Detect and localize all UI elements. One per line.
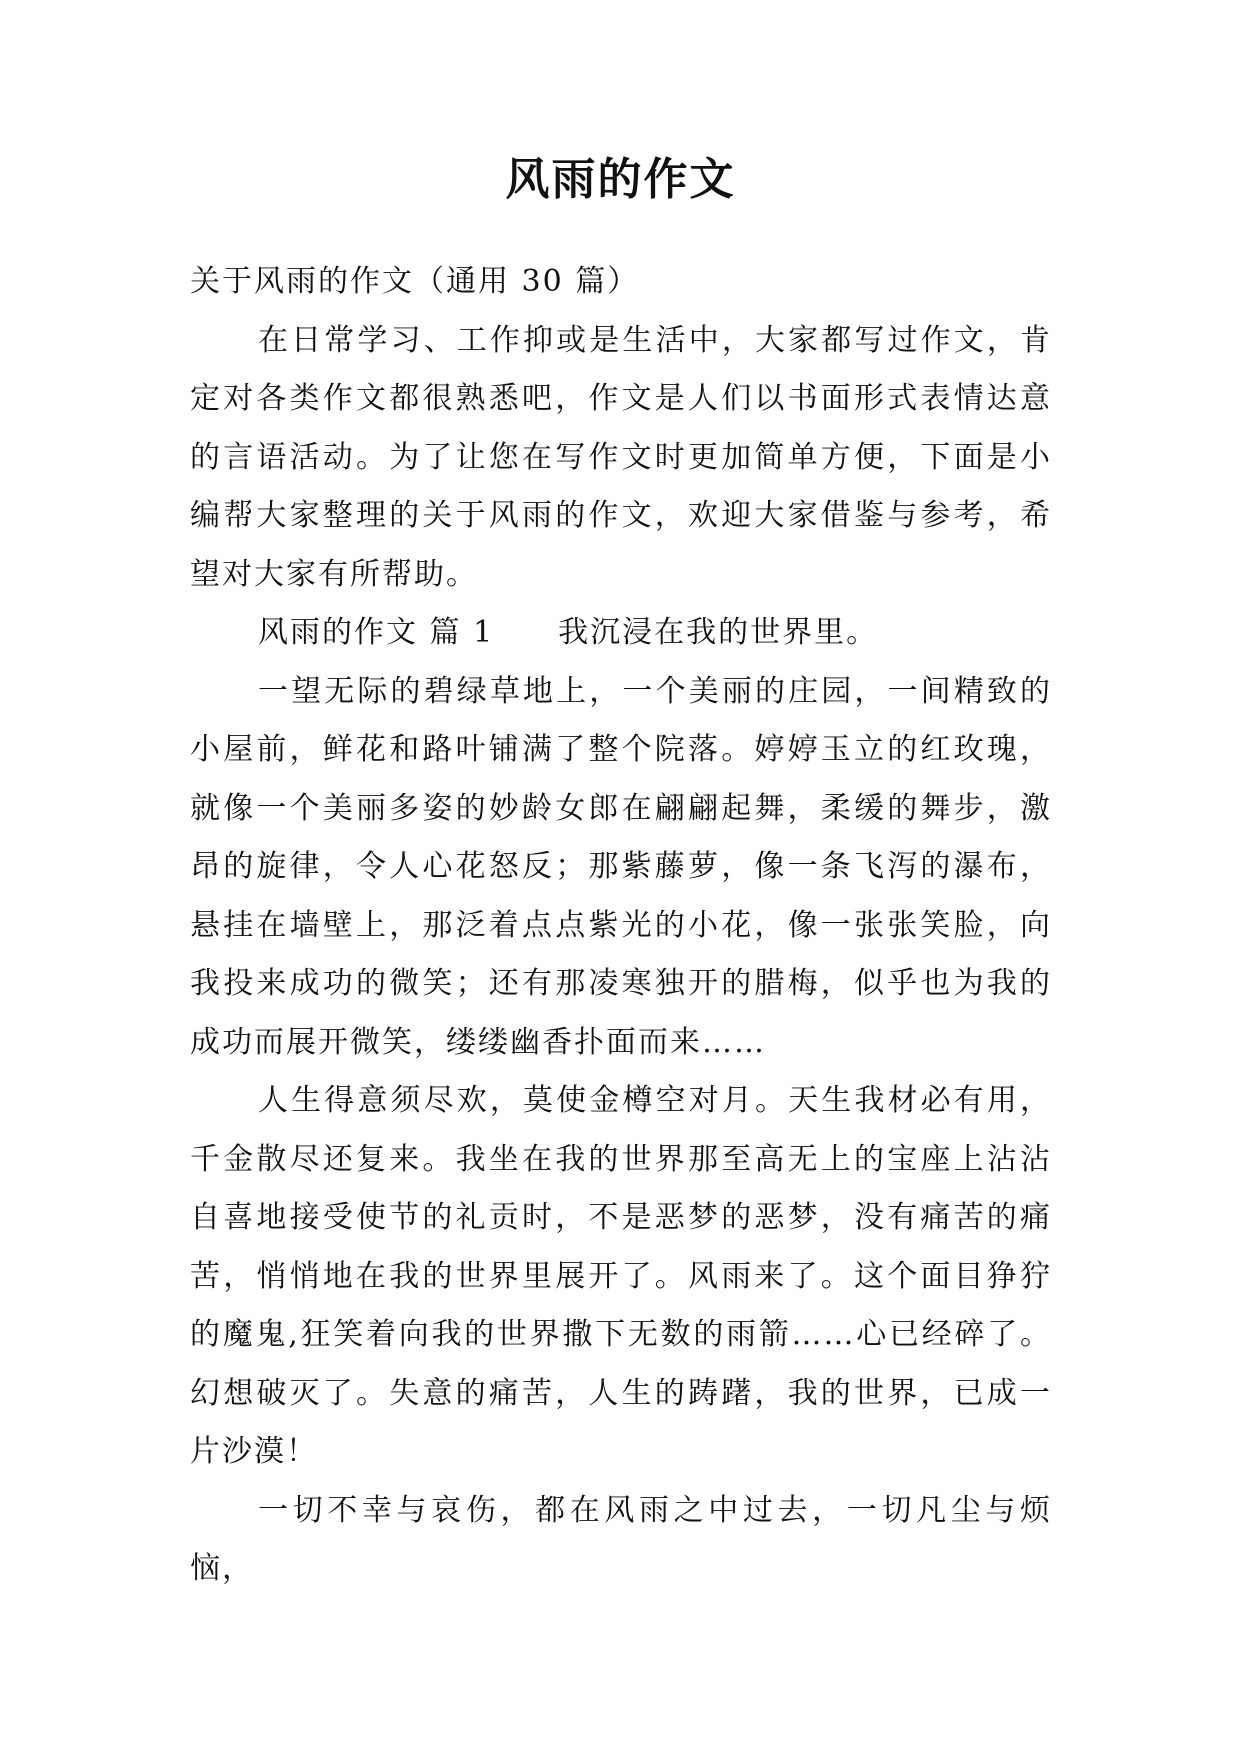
document-subtitle: 关于风雨的作文（通用 30 篇） <box>190 264 640 299</box>
document-body <box>190 253 1052 1599</box>
intro-paragraph: 在日常学习、工作抑或是生活中，大家都写过作文，肯定对各类作文都很熟悉吧，作文是人们以书面形式表情达意的言语活动。为了让您在写作文时更加简单方便，下面是小编帮大家整理的关于风雨的作文，欢迎大家借鉴与参考，希望对大家有所帮助。 <box>190 322 1052 592</box>
document-title: 风雨的作文 <box>505 154 736 205</box>
section-1-first-line: 我沉浸在我的世界里。 <box>558 615 879 650</box>
section-1-heading-line <box>190 604 1052 663</box>
body-paragraph-2: 人生得意须尽欢，莫使金樽空对月。天生我材必有用，千金散尽还复来。我坐在我的世界那至高无上的宝座上沾沾自喜地接受使节的礼贡时，不是恶梦的恶梦，没有痛苦的痛苦，悄悄地在我的世界里展开了。风雨来了。这个面目狰狞的魔鬼,狂笑着向我的世界撒下无数的雨箭……心已经碎了。幻想破灭了。失意的痛苦，人生的踌躇，我的世界，已成一片沙漠！ <box>190 1083 1052 1469</box>
section-1-label: 风雨的作文 篇 1 <box>258 615 495 650</box>
body-paragraph-3: 一切不幸与哀伤，都在风雨之中过去，一切凡尘与烦恼， <box>190 1492 1052 1586</box>
body-paragraph-1: 一望无际的碧绿草地上，一个美丽的庄园，一间精致的小屋前，鲜花和路叶铺满了整个院落。婷婷玉立的红玫瑰，就像一个美丽多姿的妙龄女郎在翩翩起舞，柔缓的舞步，激昂的旋律，令人心花怒反；那紫藤萝，像一条飞泻的瀑布，悬挂在墙壁上，那泛着点点紫光的小花，像一张张笑脸，向我投来成功的微笑；还有那凌寒独开的腊梅，似乎也为我的成功而展开微笑，缕缕幽香扑面而来…… <box>190 673 1052 1060</box>
